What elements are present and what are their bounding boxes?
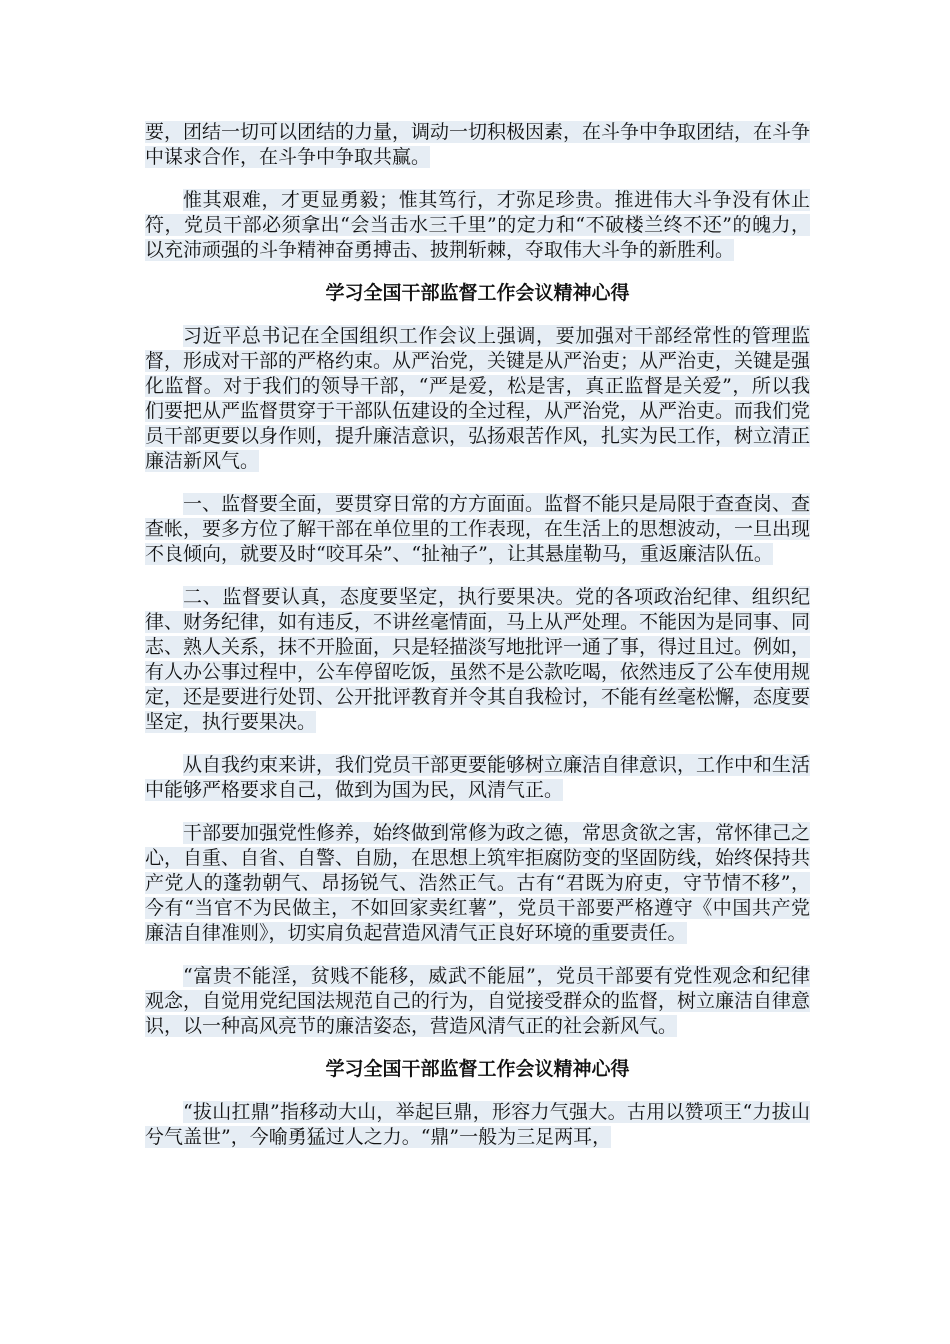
paragraph-text: “拔山扛鼎”指移动大山，举起巨鼎，形容力气强大。古用以赞项王“力拔山兮气盖世”，今喻勇猛过人之力。“鼎”一般为三足两耳，: [145, 1101, 810, 1148]
paragraph-top-1: [145, 120, 810, 170]
paragraph-text: “富贵不能淫，贫贱不能移，威武不能屈”，党员干部要有党性观念和纪律观念，自觉用党纪国法规范自己的行为，自觉接受群众的监督，树立廉洁自律意识，以一种高风亮节的廉洁姿态，营造风清气正的社会新风气。: [145, 965, 811, 1037]
section1-paragraph-4: [145, 753, 810, 803]
paragraph-text: 从自我约束来讲，我们党员干部更要能够树立廉洁自律意识，工作中和生活中能够严格要求自己，做到为国为民，风清气正。: [145, 754, 811, 801]
section1-paragraph-5: [145, 821, 810, 946]
section-title: 学习全国干部监督工作会议精神心得: [325, 1058, 630, 1080]
paragraph-text: 干部要加强党性修养，始终做到常修为政之德，常思贪欲之害，常怀律己之心，自重、自省、自警、自励，在思想上筑牢拒腐防变的坚固防线，始终保持共产党人的蓬勃朝气、昂扬锐气、浩然正气。古有“君既为府吏，守节情不移”，今有“当官不为民做主，不如回家卖红薯”，党员干部要严格遵守《中国共产党廉洁自律准则》，切实肩负起营造风清气正良好环境的重要责任。: [145, 822, 811, 944]
paragraph-text: 要，团结一切可以团结的力量，调动一切积极因素，在斗争中争取团结，在斗争中谋求合作，在斗争中争取共赢。: [145, 121, 811, 168]
paragraph-text: 习近平总书记在全国组织工作会议上强调，要加强对干部经常性的管理监督，形成对干部的严格约束。从严治党，关键是从严治吏；从严治吏，关键是强化监督。对于我们的领导干部，“严是爱，松是害，真正监督是关爱”，所以我们要把从严监督贯穿于干部队伍建设的全过程，从严治党，从严治吏。而我们党员干部更要以身作则，提升廉洁意识，弘扬艰苦作风，扎实为民工作，树立清正廉洁新风气。: [145, 325, 811, 472]
section1-paragraph-3: [145, 585, 810, 735]
paragraph-text: 二、监督要认真，态度要坚定，执行要果决。党的各项政治纪律、组织纪律、财务纪律，如有违反，不讲丝毫情面，马上从严处理。不能因为是同事、同志、熟人关系，抹不开脸面，只是轻描淡写地批评一通了事，得过且过。例如，有人办公事过程中，公车停留吃饭，虽然不是公款吃喝，依然违反了公车使用规定，还是要进行处罚、公开批评教育并令其自我检讨，不能有丝毫松懈，态度要坚定，执行要果决。: [145, 586, 811, 733]
paragraph-top-2: [145, 188, 810, 263]
section1-paragraph-2: [145, 492, 810, 567]
paragraph-text: 一、监督要全面，要贯穿日常的方方面面。监督不能只是局限于查查岗、查查帐，要多方位了解干部在单位里的工作表现，在生活上的思想波动，一旦出现不良倾向，就要及时“咬耳朵”、“扯袖子”，让其悬崖勒马，重返廉洁队伍。: [145, 493, 811, 565]
section1-paragraph-1: [145, 324, 810, 474]
section-title: 学习全国干部监督工作会议精神心得: [325, 282, 630, 304]
paragraph-text: 惟其艰难，才更显勇毅；惟其笃行，才弥足珍贵。推进伟大斗争没有休止符，党员干部必须拿出“会当击水三千里”的定力和“不破楼兰终不还”的魄力，以充沛顽强的斗争精神奋勇搏击、披荆斩棘，夺取伟大斗争的新胜利。: [145, 189, 810, 261]
section2-paragraph-1: [145, 1100, 810, 1150]
section1-paragraph-6: [145, 964, 810, 1039]
document-page: [145, 120, 810, 1168]
